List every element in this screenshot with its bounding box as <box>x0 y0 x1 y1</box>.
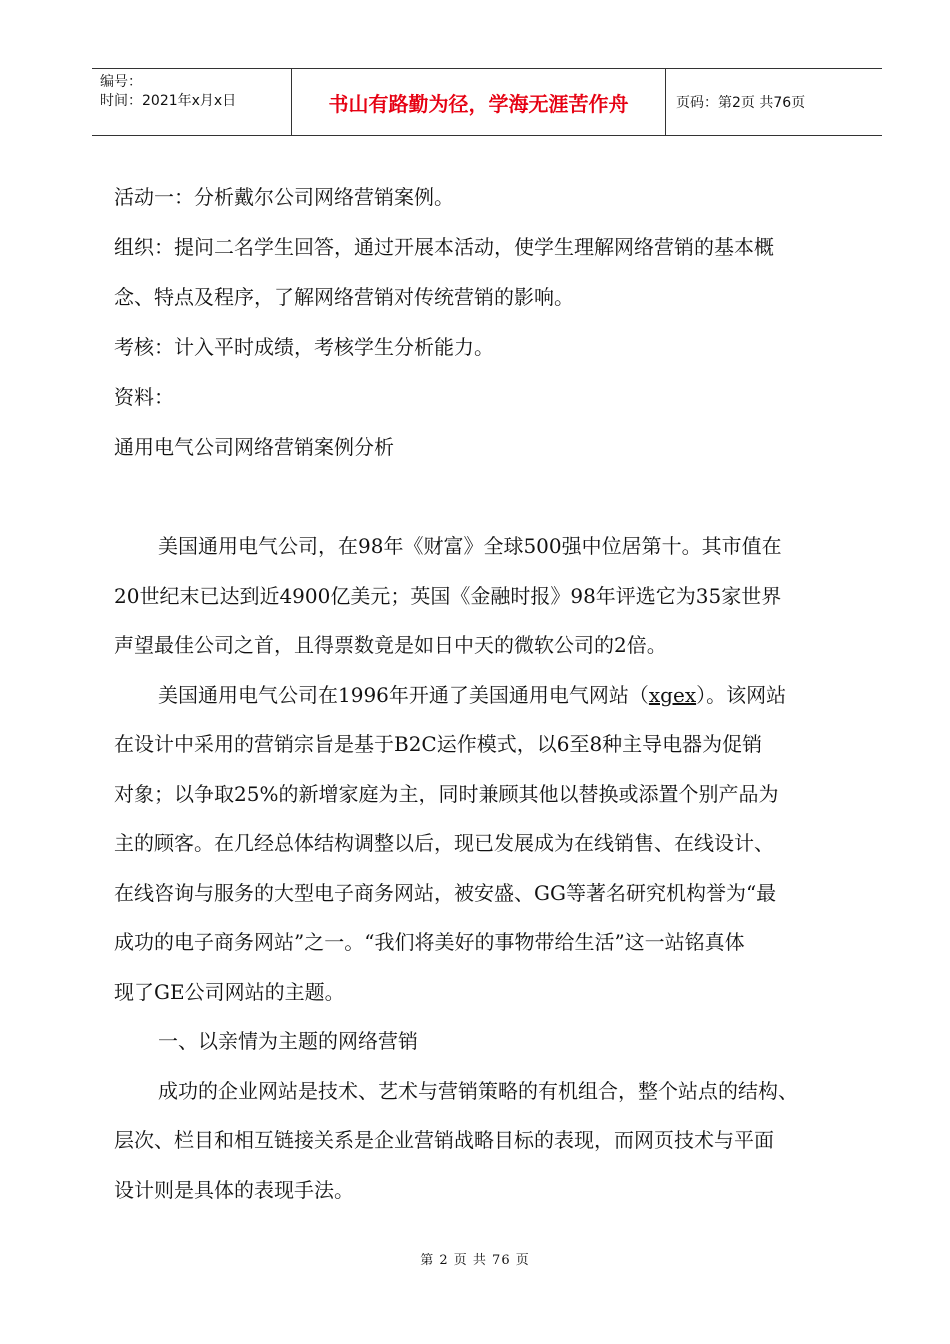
paragraph-1-line: 声望最佳公司之首，且得票数竟是如日中天的微软公司的2倍。 <box>114 633 667 657</box>
material-label: 资料： <box>114 385 174 409</box>
website-link[interactable]: xgex <box>648 682 697 707</box>
document-body <box>114 172 874 1215</box>
paragraph-2-line <box>114 671 874 721</box>
paragraph-2-text: ）。该网站 <box>696 682 787 707</box>
page-footer: 第 2 页 共 76 页 <box>420 1253 530 1268</box>
paragraph-3 <box>114 1067 874 1216</box>
paragraph-1 <box>114 522 874 671</box>
blank-spacer <box>114 472 874 522</box>
section-1 <box>114 1017 874 1067</box>
paragraph-3-line: 设计则是具体的表现手法。 <box>114 1177 354 1202</box>
paragraph-2 <box>114 671 874 1018</box>
paragraph-3-line: 成功的企业网站是技术、艺术与营销策略的有机组合，整个站点的结构、 <box>158 1078 798 1103</box>
page-header <box>92 68 882 136</box>
paragraph-1-line: 20世纪末已达到近4900亿美元；英国《金融时报》98年评选它为35家世界 <box>114 583 782 608</box>
header-meta <box>92 69 292 135</box>
paragraph-2-line: 主的顾客。在几经总体结构调整以后，现已发展成为在线销售、在线设计、 <box>114 831 774 855</box>
section-heading: 一、以亲情为主题的网络营销 <box>158 1029 418 1053</box>
activity-line: 活动一：分析戴尔公司网络营销案例。 <box>114 185 454 209</box>
paragraph-2-line: 成功的电子商务网站”之一。“我们将美好的事物带给生活”这一站铭真体 <box>114 930 745 954</box>
paragraph-3-line: 层次、栏目和相互链接关系是企业营销战略目标的表现，而网页技术与平面 <box>114 1128 774 1152</box>
organization-line-1: 组织：提问二名学生回答，通过开展本活动，使学生理解网络营销的基本概 <box>114 235 774 259</box>
paragraph-2-line: 对象；以争取25%的新增家庭为主，同时兼顾其他以替换或添置个别产品为 <box>114 781 779 806</box>
paragraph-1-line: 美国通用电气公司，在98年《财富》全球500强中位居第十。其市值在 <box>158 534 782 558</box>
paragraph-2-text: 美国通用电气公司在1996年开通了美国通用电气网站（ <box>158 682 649 707</box>
paragraph-2-line: 现了GE公司网站的主题。 <box>114 979 345 1004</box>
case-title: 通用电气公司网络营销案例分析 <box>114 435 394 459</box>
organization-line-2: 念、特点及程序，了解网络营销对传统营销的影响。 <box>114 285 574 309</box>
document-time-label: 时间：2021年x月x日 <box>100 93 237 109</box>
document-number-label: 编号： <box>100 74 142 90</box>
paragraph-2-line: 在设计中采用的营销宗旨是基于B2C运作模式，以6至8种主导电器为促销 <box>114 732 763 756</box>
header-motto: 书山有路勤为径，学海无涯苦作舟 <box>292 69 666 135</box>
assessment-line: 考核：计入平时成绩，考核学生分析能力。 <box>114 335 494 359</box>
header-page-info: 页码：第2页 共76页 <box>676 95 806 111</box>
paragraph-2-line: 在线咨询与服务的大型电子商务网站，被安盛、GG等著名研究机构誉为“最 <box>114 880 777 905</box>
